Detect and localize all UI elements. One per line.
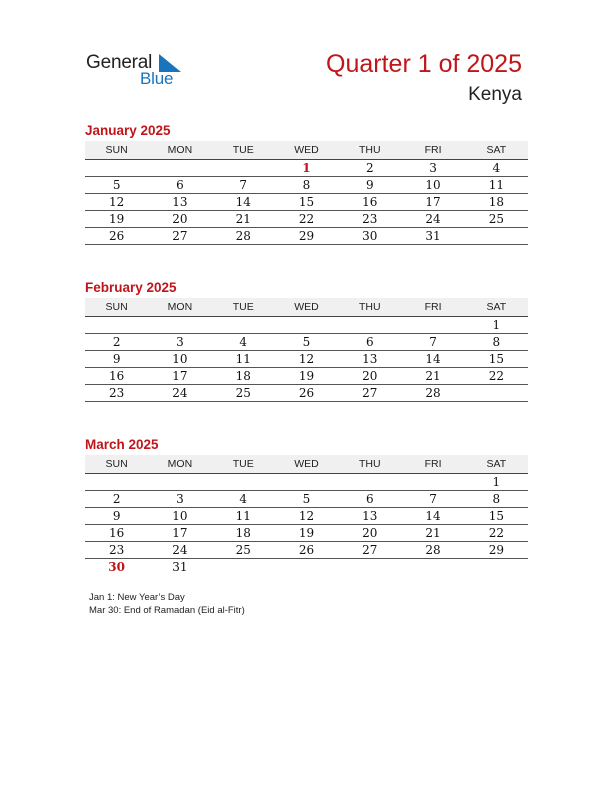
day-cell <box>401 559 464 576</box>
day-cell: 30 <box>108 560 125 574</box>
month-title: February 2025 <box>85 280 177 295</box>
week-row <box>85 317 528 334</box>
day-cell: 12 <box>275 508 338 525</box>
day-cell: 23 <box>85 385 148 402</box>
weekday-header: MON <box>148 455 211 474</box>
week-row <box>85 334 528 351</box>
day-cell <box>212 160 275 177</box>
day-cell <box>85 317 148 334</box>
week-row <box>85 228 528 245</box>
day-cell <box>338 317 401 334</box>
day-cell: 4 <box>212 334 275 351</box>
day-cell: 4 <box>465 160 528 177</box>
day-cell: 1 <box>465 317 528 334</box>
day-cell: 8 <box>275 177 338 194</box>
day-cell: 10 <box>148 351 211 368</box>
day-cell: 24 <box>148 385 211 402</box>
day-cell <box>85 160 148 177</box>
day-cell: 17 <box>401 194 464 211</box>
day-cell: 13 <box>148 194 211 211</box>
day-cell <box>338 559 401 576</box>
day-cell: 21 <box>401 368 464 385</box>
day-cell: 11 <box>212 351 275 368</box>
day-cell: 8 <box>465 491 528 508</box>
day-cell: 19 <box>275 368 338 385</box>
week-row <box>85 368 528 385</box>
day-cell: 15 <box>275 194 338 211</box>
day-cell: 25 <box>465 211 528 228</box>
calendar-grid <box>85 455 528 575</box>
week-row <box>85 211 528 228</box>
day-cell: 5 <box>275 491 338 508</box>
day-cell: 13 <box>338 508 401 525</box>
day-cell: 27 <box>338 542 401 559</box>
week-row <box>85 491 528 508</box>
day-cell: 21 <box>401 525 464 542</box>
day-cell: 10 <box>401 177 464 194</box>
day-cell: 11 <box>465 177 528 194</box>
day-cell: 6 <box>338 334 401 351</box>
day-cell: 24 <box>148 542 211 559</box>
day-cell: 3 <box>148 334 211 351</box>
day-cell: 18 <box>465 194 528 211</box>
day-cell: 7 <box>401 334 464 351</box>
day-cell: 3 <box>148 491 211 508</box>
day-cell <box>212 317 275 334</box>
day-cell: 4 <box>212 491 275 508</box>
month-title: January 2025 <box>85 123 171 138</box>
week-row <box>85 351 528 368</box>
weekday-header: SUN <box>85 141 148 160</box>
day-cell: 23 <box>338 211 401 228</box>
day-cell: 10 <box>148 508 211 525</box>
week-row <box>85 194 528 211</box>
day-cell: 1 <box>275 160 338 177</box>
day-cell: 9 <box>85 351 148 368</box>
day-cell <box>275 317 338 334</box>
day-cell: 30 <box>338 228 401 245</box>
day-cell: 19 <box>85 211 148 228</box>
day-cell: 16 <box>85 525 148 542</box>
week-row <box>85 559 528 576</box>
day-cell <box>85 474 148 491</box>
day-cell: 9 <box>85 508 148 525</box>
day-cell: 15 <box>465 351 528 368</box>
week-row <box>85 542 528 559</box>
weekday-header: SAT <box>465 141 528 160</box>
day-cell: 7 <box>212 177 275 194</box>
holiday-note: Mar 30: End of Ramadan (Eid al-Fitr) <box>89 605 245 616</box>
weekday-header: FRI <box>401 298 464 317</box>
day-cell: 26 <box>85 228 148 245</box>
weekday-header: TUE <box>212 455 275 474</box>
week-row <box>85 177 528 194</box>
day-cell: 22 <box>465 525 528 542</box>
day-cell: 31 <box>401 228 464 245</box>
month-title: March 2025 <box>85 437 159 452</box>
day-cell: 25 <box>212 385 275 402</box>
month-calendar-march <box>85 436 528 575</box>
day-cell: 12 <box>85 194 148 211</box>
day-cell <box>465 385 528 402</box>
holiday-notes <box>89 591 245 617</box>
day-cell: 21 <box>212 211 275 228</box>
day-cell: 16 <box>85 368 148 385</box>
calendar-grid <box>85 141 528 245</box>
day-cell <box>338 474 401 491</box>
day-cell: 17 <box>148 525 211 542</box>
day-cell: 27 <box>148 228 211 245</box>
day-cell <box>275 474 338 491</box>
day-cell: 5 <box>85 177 148 194</box>
day-cell: 31 <box>172 560 188 574</box>
day-cell: 23 <box>85 542 148 559</box>
generalblue-logo <box>86 52 196 92</box>
weekday-header: THU <box>338 455 401 474</box>
day-cell: 15 <box>465 508 528 525</box>
country-name: Kenya <box>468 84 522 105</box>
day-cell: 14 <box>401 351 464 368</box>
weekday-header: FRI <box>401 141 464 160</box>
weekday-header: THU <box>338 141 401 160</box>
weekday-header: WED <box>275 298 338 317</box>
week-row <box>85 160 528 177</box>
day-cell: 16 <box>338 194 401 211</box>
day-cell: 2 <box>85 334 148 351</box>
day-cell <box>465 559 528 576</box>
day-cell: 1 <box>465 474 528 491</box>
day-cell: 20 <box>338 525 401 542</box>
day-cell: 12 <box>275 351 338 368</box>
weekday-header: WED <box>275 455 338 474</box>
weekday-header: SUN <box>85 455 148 474</box>
day-cell: 9 <box>338 177 401 194</box>
day-cell: 5 <box>275 334 338 351</box>
day-cell: 26 <box>275 542 338 559</box>
weekday-header: MON <box>148 298 211 317</box>
week-row <box>85 385 528 402</box>
day-cell: 24 <box>401 211 464 228</box>
weekday-header: SAT <box>465 455 528 474</box>
weekday-header: THU <box>338 298 401 317</box>
weekday-header: SUN <box>85 298 148 317</box>
day-cell: 29 <box>275 228 338 245</box>
month-calendar-february <box>85 279 528 402</box>
weekday-header: WED <box>275 141 338 160</box>
day-cell: 27 <box>338 385 401 402</box>
day-cell: 14 <box>212 194 275 211</box>
day-cell: 13 <box>338 351 401 368</box>
calendar-grid <box>85 298 528 402</box>
holiday-note: Jan 1: New Year’s Day <box>89 592 185 603</box>
day-cell <box>148 160 211 177</box>
day-cell: 22 <box>275 211 338 228</box>
day-cell: 28 <box>401 385 464 402</box>
day-cell: 26 <box>275 385 338 402</box>
day-cell <box>401 474 464 491</box>
weekday-header: FRI <box>401 455 464 474</box>
day-cell: 6 <box>338 491 401 508</box>
day-cell: 2 <box>85 491 148 508</box>
day-cell: 25 <box>212 542 275 559</box>
day-cell <box>212 474 275 491</box>
day-cell <box>212 559 275 576</box>
month-calendar-january <box>85 122 528 245</box>
day-cell: 6 <box>148 177 211 194</box>
day-cell: 28 <box>212 228 275 245</box>
day-cell: 3 <box>401 160 464 177</box>
day-cell <box>401 317 464 334</box>
day-cell: 20 <box>148 211 211 228</box>
page-title: Quarter 1 of 2025 <box>326 50 522 78</box>
day-cell: 29 <box>465 542 528 559</box>
weekday-header: MON <box>148 141 211 160</box>
day-cell: 22 <box>465 368 528 385</box>
day-cell: 28 <box>401 542 464 559</box>
weekday-header: TUE <box>212 141 275 160</box>
day-cell: 11 <box>212 508 275 525</box>
day-cell <box>465 228 528 245</box>
weekday-header: TUE <box>212 298 275 317</box>
day-cell <box>275 559 338 576</box>
day-cell: 2 <box>338 160 401 177</box>
day-cell: 8 <box>465 334 528 351</box>
week-row <box>85 525 528 542</box>
logo-word-blue: Blue <box>140 69 174 88</box>
day-cell: 19 <box>275 525 338 542</box>
week-row <box>85 508 528 525</box>
day-cell: 18 <box>212 525 275 542</box>
day-cell: 14 <box>401 508 464 525</box>
day-cell: 18 <box>212 368 275 385</box>
week-row <box>85 474 528 491</box>
logo-word-general: General <box>86 52 153 73</box>
day-cell: 17 <box>148 368 211 385</box>
day-cell <box>148 474 211 491</box>
day-cell: 20 <box>338 368 401 385</box>
day-cell <box>148 317 211 334</box>
weekday-header: SAT <box>465 298 528 317</box>
day-cell: 7 <box>401 491 464 508</box>
